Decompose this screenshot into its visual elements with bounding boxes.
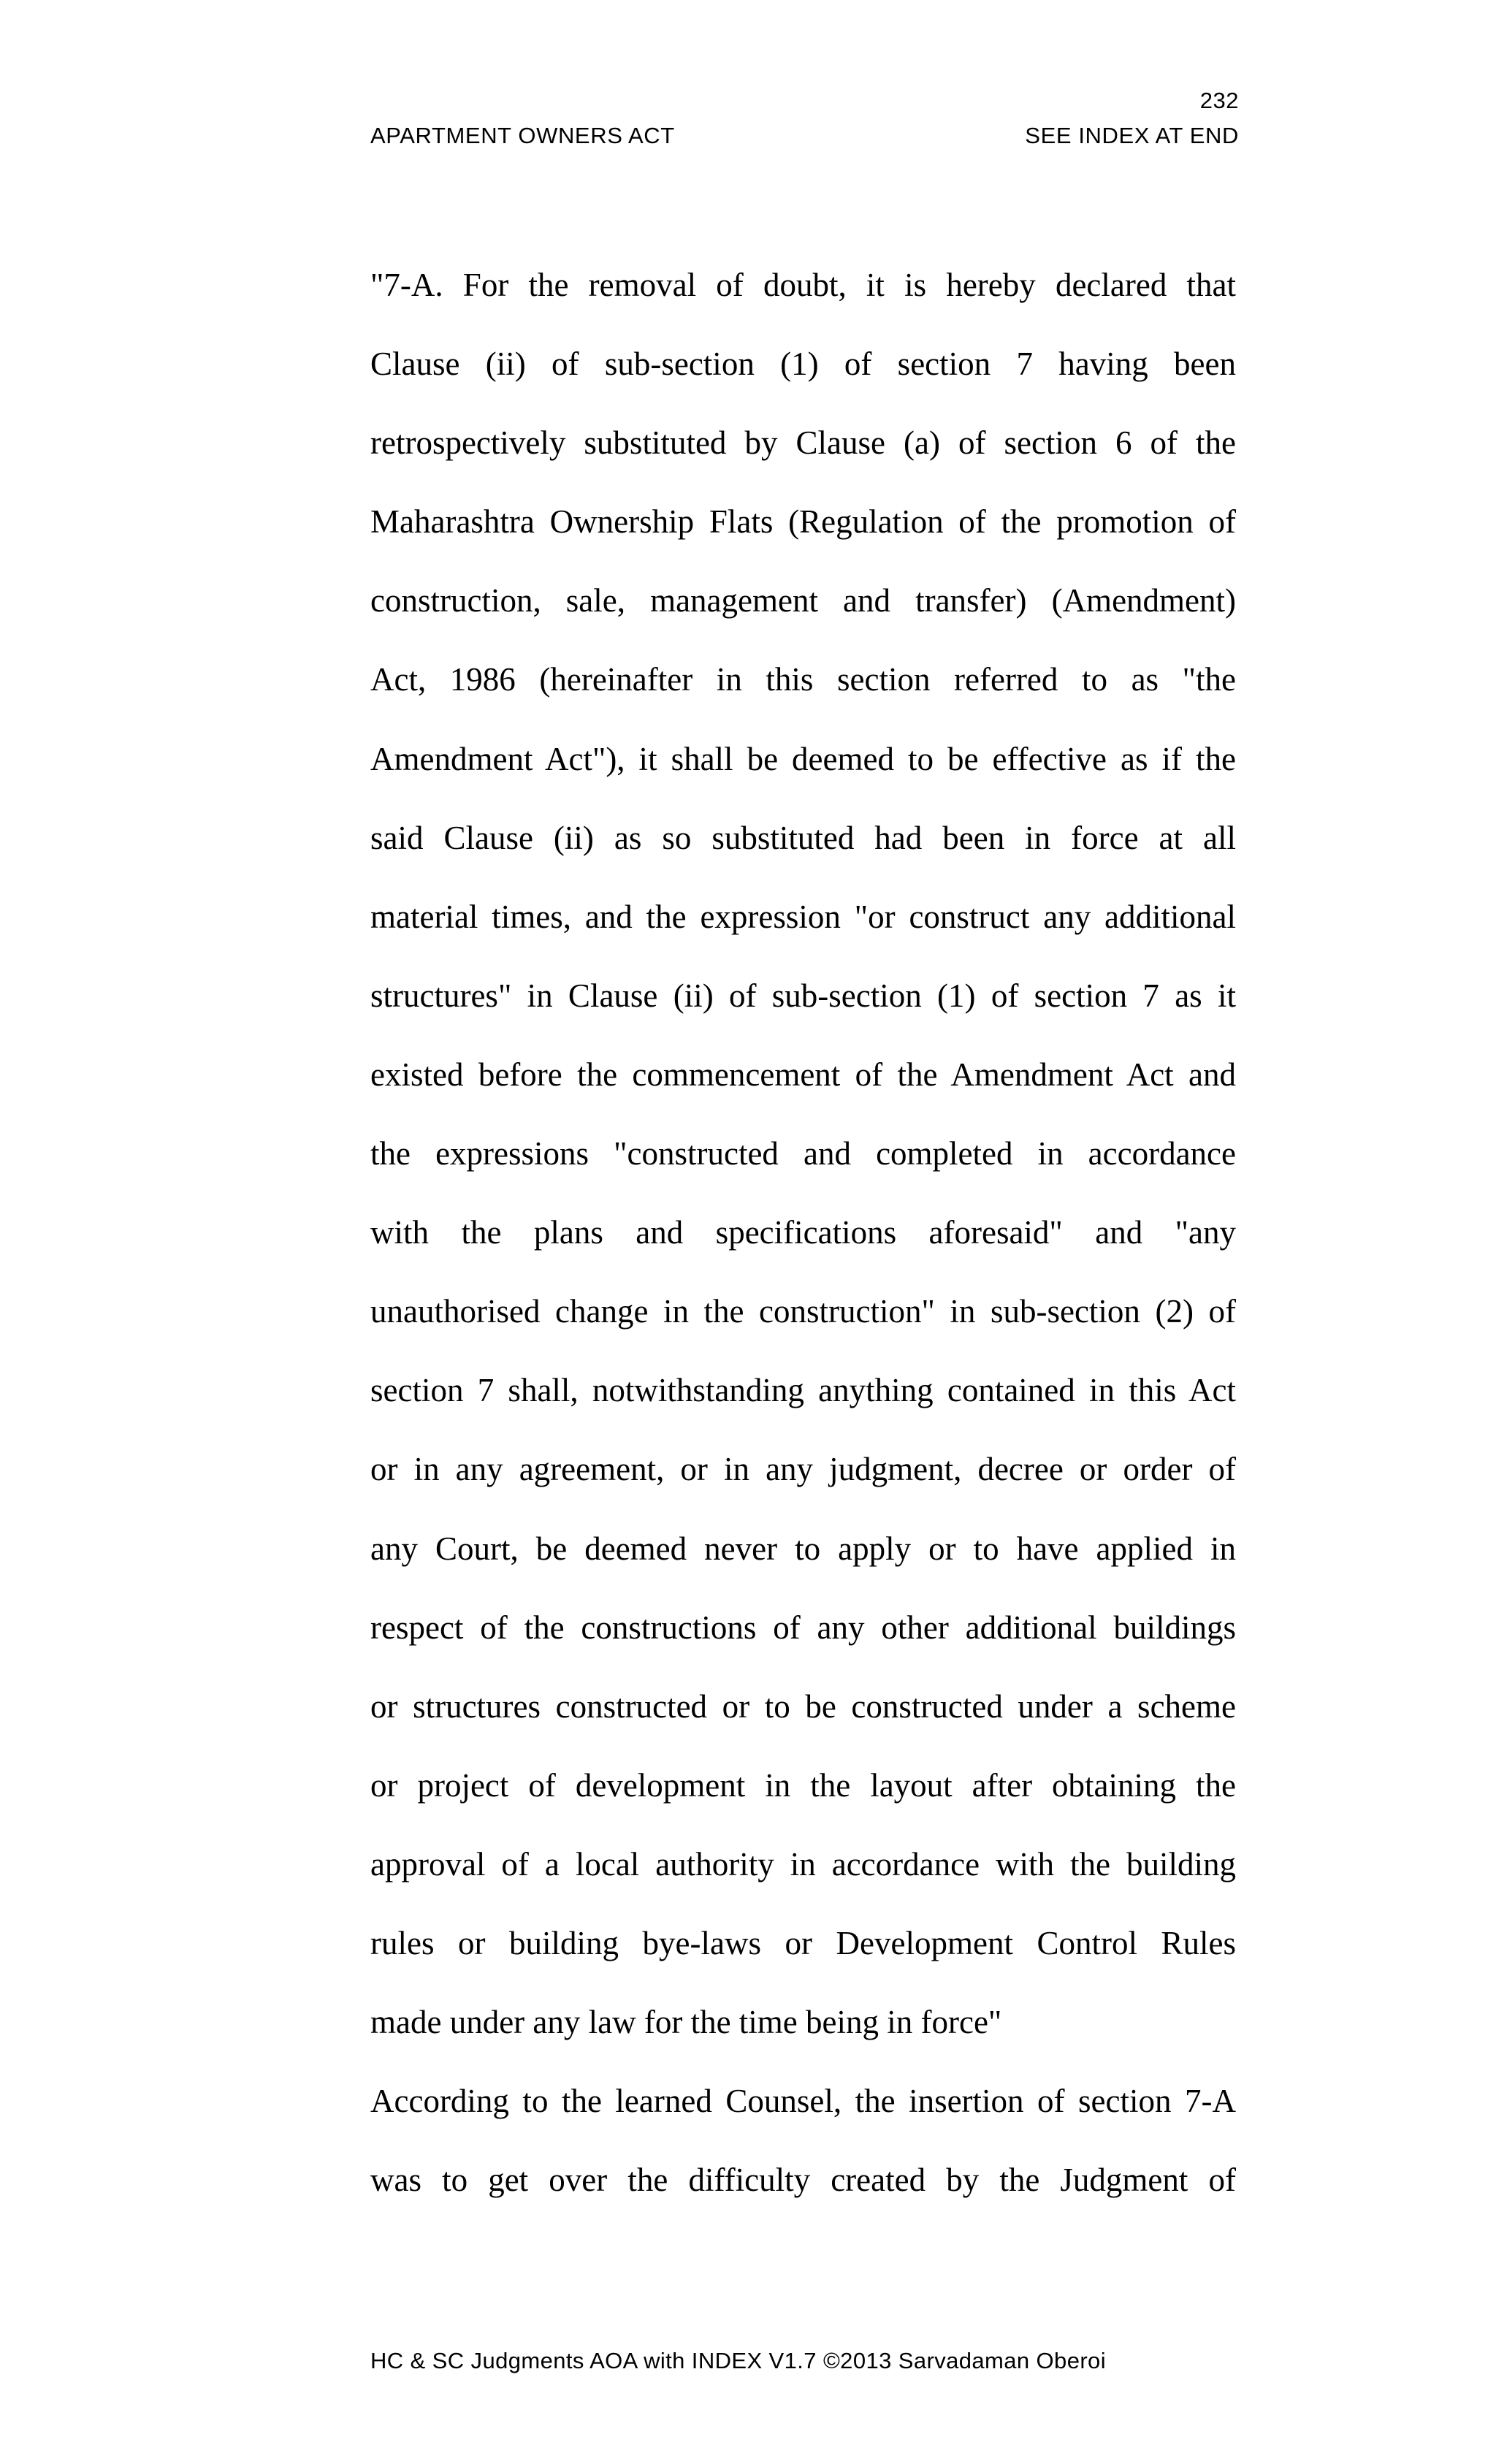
body-line: rules or building bye-laws or Development Control Rules — [370, 1924, 1236, 1961]
body-line: According to the learned Counsel, the insertion of section 7-A — [370, 2083, 1236, 2120]
body-line: construction, sale, management and transfer) (Amendment) — [370, 582, 1236, 619]
running-header-index-note: SEE INDEX AT END — [1025, 123, 1239, 148]
body-line: respect of the constructions of any other additional buildings — [370, 1609, 1236, 1646]
body-line: or structures constructed or to be constructed under a scheme — [370, 1687, 1236, 1725]
body-line: or in any agreement, or in any judgment, decree or order of — [370, 1451, 1236, 1488]
body-text — [370, 259, 1236, 2232]
page-footer: HC & SC Judgments AOA with INDEX V1.7 ©2013 Sarvadaman Oberoi — [370, 2348, 1106, 2373]
body-line: section 7 shall, notwithstanding anything contained in this Act — [370, 1372, 1236, 1409]
body-line: retrospectively substituted by Clause (a) of section 6 of the — [370, 424, 1236, 462]
body-line: Act, 1986 (hereinafter in this section referred to as "the — [370, 661, 1236, 698]
body-line: with the plans and specifications aforesaid" and "any — [370, 1214, 1236, 1251]
body-line: "7-A. For the removal of doubt, it is hereby declared that — [370, 267, 1236, 303]
body-line: the expressions "constructed and completed in accordance — [370, 1135, 1236, 1172]
body-line: Amendment Act"), it shall be deemed to be effective as if the — [370, 740, 1236, 777]
page-number: 232 — [1199, 88, 1239, 113]
body-line: was to get over the difficulty created by the Judgment of — [370, 2162, 1236, 2199]
body-line: Clause (ii) of sub-section (1) of section 7 having been — [370, 346, 1236, 383]
body-line: existed before the commencement of the Amendment Act and — [370, 1056, 1236, 1093]
body-line: made under any law for the time being in force" — [370, 2004, 1002, 2041]
running-header-title: APARTMENT OWNERS ACT — [370, 123, 675, 148]
body-line: structures" in Clause (ii) of sub-section (1) of section 7 as it — [370, 977, 1236, 1014]
body-line: material times, and the expression "or construct any additional — [370, 898, 1236, 935]
body-line: unauthorised change in the construction" in sub-section (2) of — [370, 1293, 1236, 1330]
body-line: or project of development in the layout after obtaining the — [370, 1766, 1236, 1804]
body-line: any Court, be deemed never to apply or to have applied in — [370, 1530, 1236, 1567]
body-line: said Clause (ii) as so substituted had been in force at all — [370, 819, 1236, 856]
body-line: approval of a local authority in accordance with the building — [370, 1845, 1236, 1883]
body-line: Maharashtra Ownership Flats (Regulation of the promotion of — [370, 503, 1236, 541]
